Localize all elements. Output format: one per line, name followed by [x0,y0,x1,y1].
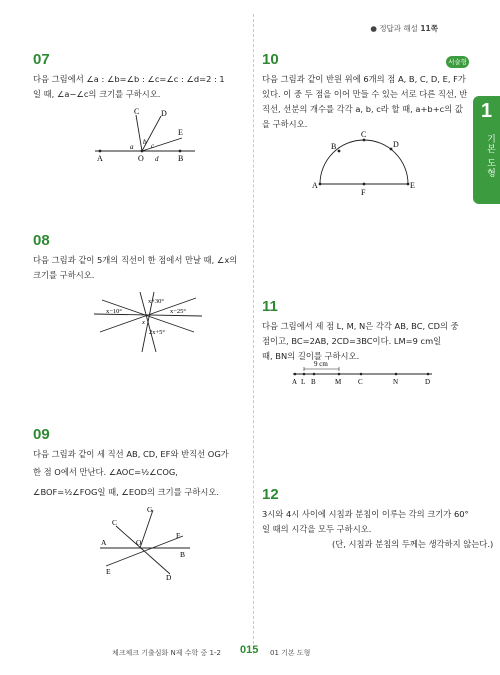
q12-number: 12 [262,486,279,503]
q11-point-a [294,373,297,376]
answer-reference [370,23,438,34]
q07-point-o [141,150,144,153]
q11-label-d: D [425,378,431,386]
answer-reference-page: 11쪽 [420,24,438,33]
q09-label-a: A [101,538,107,547]
q09-line2: 한 점 O에서 만난다. ∠AOC=½∠COG, [33,467,178,477]
q11-number: 11 [262,298,278,315]
q07-line2: 일 때, ∠a−∠c의 크기를 구하시오. [33,89,161,99]
q09-line3: ∠BOF=½∠FOG일 때, ∠EOD의 크기를 구하시오. [33,487,220,497]
q07-angle-a: a [130,143,134,151]
bullet-icon: ● [370,24,377,33]
chapter-number: 1 [480,100,493,122]
q10-label-f: F [361,188,366,197]
q08-number: 08 [33,232,50,249]
q11-label-c: C [358,378,363,386]
q08-line1: 다음 그림과 같이 5개의 직선이 한 점에서 만날 때, ∠x의 [33,255,238,265]
q07-figure [90,105,210,167]
q10-label-b: B [331,142,337,151]
q07-point-a [99,150,102,153]
q12-line2: 일 때의 시각을 모두 구하시오. [262,524,372,534]
q07-angle-d: d [155,155,159,163]
q07-label-b: B [178,154,184,163]
q11-figure [286,358,436,388]
q10-line3: 직선, 선분의 개수를 각각 a, b, c라 할 때, a+b+c의 값 [262,104,463,114]
q07-label-e: E [178,128,183,137]
q11-label-m: M [335,378,342,386]
q09-label-e: E [106,567,111,576]
q11-label-l: L [301,378,306,386]
q11-label-n: N [393,378,399,386]
q08-angle-x30: x+30° [148,298,165,305]
q11-line2: 점이고, BC=2AB, 2CD=3BC이다. LM=9 cm일 [262,336,442,346]
q12-line1: 3시와 4시 사이에 시침과 분침이 이루는 각의 크기가 60° [262,509,469,519]
q07-label-o: O [138,154,144,163]
chapter-title: 기본 도형 [485,134,495,178]
q11-point-n [395,373,398,376]
q09-label-o: O [136,538,142,547]
q10-point-f [363,183,366,186]
q10-point-e [407,183,410,186]
footer-book-title: 체크체크 기출심화 N제 수학 중 1-2 [112,649,221,657]
q11-point-c [360,373,363,376]
q11-measure-label: 9 cm [314,360,328,368]
q09-figure [98,502,193,582]
q07-label-a: A [97,154,103,163]
q07-label-d: D [161,109,167,118]
q11-point-b [313,373,316,376]
q07-text [33,72,225,102]
q10-label-c: C [361,130,367,139]
q11-label-a: A [292,378,298,386]
q10-line2: 있다. 이 중 두 점을 이어 만들 수 있는 서로 다른 직선, 반 [262,89,468,99]
chapter-tab [473,96,500,204]
q08-text [33,253,237,283]
q07-ray-oc [136,115,142,151]
q09-text [33,447,229,502]
q08-angle-2x5: 2x+5° [149,329,166,336]
q07-angle-b: b [143,138,147,146]
q08-angle-x10: x−10° [106,308,123,315]
q08-angle-x: x [142,319,145,326]
q07-point-b [179,150,182,153]
q11-line1: 다음 그림에서 세 점 L, M, N은 각각 AB, BC, CD의 중 [262,321,459,331]
q09-number: 09 [33,426,50,443]
q07-number: 07 [33,51,50,68]
answer-reference-prefix: 정답과 해설 [379,24,418,33]
footer-section: 01 기본 도형 [270,649,311,657]
q08-figure [92,290,204,356]
q09-ray-og [140,510,153,548]
q07-angle-c: c [151,142,155,150]
q07-label-c: C [134,107,140,116]
q09-label-g: G [147,505,153,514]
q10-number: 10 [262,51,279,68]
page-number: 015 [240,644,259,656]
q11-point-l [303,373,306,376]
q07-line1: 다음 그림에서 ∠a : ∠b=∠b : ∠c=∠c : ∠d=2 : 1 [33,74,225,84]
q10-label-a: A [312,181,318,190]
q10-point-d [390,148,393,151]
q11-label-b: B [311,378,316,386]
q10-line4: 을 구하시오. [262,119,308,129]
q09-label-b: B [180,550,186,559]
q12-text [262,507,493,552]
q08-angle-x25: x−25° [170,308,187,315]
q10-label-e: E [410,181,415,190]
q09-label-f: F [176,531,181,540]
q09-line1: 다음 그림과 같이 세 직선 AB, CD, EF와 반직선 OG가 [33,449,229,459]
essay-badge: 서술형 [446,56,469,68]
q08-line2: 크기를 구하시오. [33,270,95,280]
q12-line3: (단, 시침과 분침의 두께는 생각하지 않는다.) [332,539,494,549]
q11-line3: 때, BN의 길이를 구하시오. [262,351,360,361]
q10-point-c [363,139,366,142]
q10-label-d: D [393,140,399,149]
q09-line-cd [116,526,170,574]
q10-text [262,72,467,132]
q10-point-b [338,150,341,153]
q09-line-ef [106,536,186,566]
q10-line1: 다음 그림과 같이 반원 위에 6개의 점 A, B, C, D, E, F가 [262,74,466,84]
q10-figure [310,130,420,200]
column-divider [253,14,254,654]
q10-point-a [319,183,322,186]
q09-label-d: D [166,573,172,582]
q11-point-m [338,373,341,376]
q09-label-c: C [112,518,118,527]
q11-point-d [427,373,430,376]
